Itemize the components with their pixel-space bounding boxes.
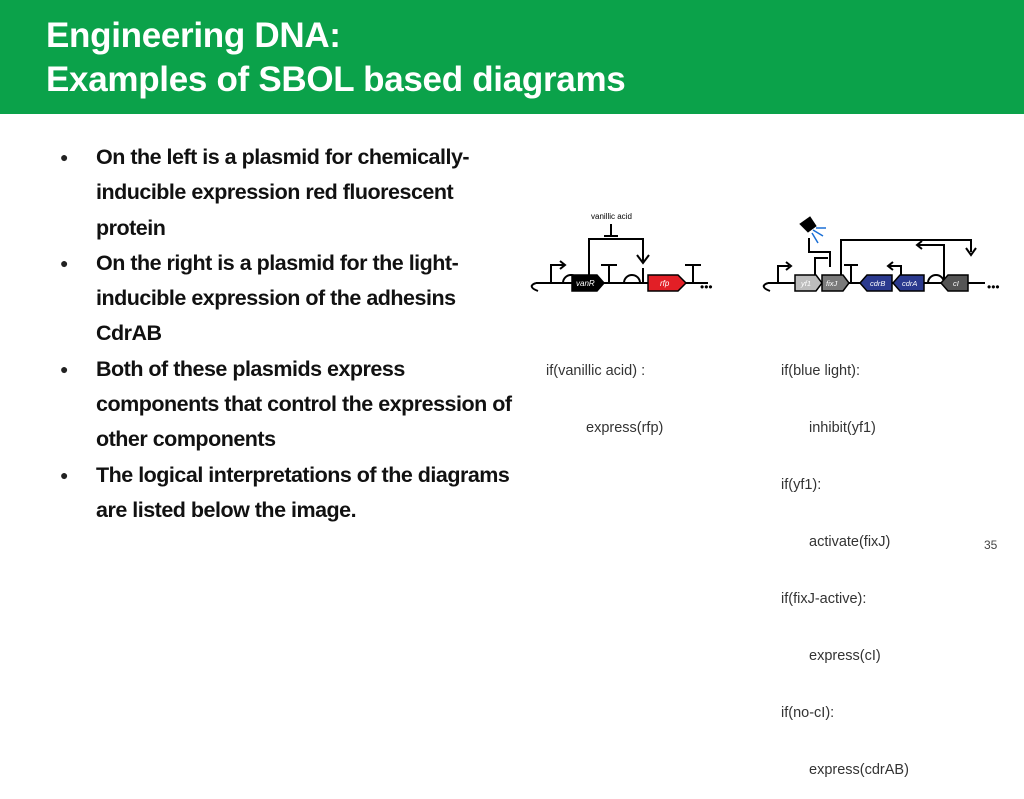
backbone-left-end <box>764 283 770 291</box>
logic-line: if(yf1): <box>781 477 822 493</box>
light-ray-icon <box>812 233 818 243</box>
light-ray-icon <box>813 230 823 236</box>
bullet-dot-icon: ● <box>60 360 68 377</box>
inducer-label: vanillic acid <box>591 212 632 221</box>
title-line-2: Examples of SBOL based diagrams <box>46 60 626 99</box>
bullet-text: Both of these plasmids express components that control the expression of other components <box>96 356 512 452</box>
bullet-list <box>60 140 520 528</box>
backbone-ellipsis: ••• <box>700 280 713 294</box>
bullet-text: On the right is a plasmid for the light-inducible expression of the adhesins CdrAB <box>96 250 459 346</box>
rbs-2-icon <box>624 275 640 283</box>
sbol-diagrams <box>520 205 1020 305</box>
signal-path-icon <box>809 238 830 267</box>
slide-title <box>46 14 625 102</box>
backbone-left-end <box>532 283 538 291</box>
gene-cI-label: cI <box>953 279 959 288</box>
backbone-ellipsis: ••• <box>987 280 1000 294</box>
bullet-item <box>60 352 520 458</box>
logic-line: activate(fixJ) <box>809 534 891 550</box>
gene-rfp-label: rfp <box>660 279 670 288</box>
bullet-dot-icon: ● <box>60 254 68 271</box>
logic-line: if(fixJ-active): <box>781 591 867 607</box>
logic-line: if(blue light): <box>781 363 860 379</box>
logic-line: if(vanillic acid) : <box>546 363 646 379</box>
title-line-1: Engineering DNA: <box>46 16 341 55</box>
bullet-item <box>60 140 520 246</box>
bullet-dot-icon: ● <box>60 466 68 483</box>
left-plasmid-diagram <box>532 212 713 294</box>
bullet-dot-icon: ● <box>60 149 68 165</box>
logic-line: express(cdrAB) <box>809 762 909 778</box>
logic-line: if(no-cI): <box>781 705 835 721</box>
right-plasmid-diagram <box>764 217 1000 294</box>
bullet-text: On the left is a plasmid for chemically-inducible expression red fluorescent protein <box>96 145 470 240</box>
bullet-item <box>60 458 520 529</box>
gene-cdrA-label: cdrA <box>902 279 918 288</box>
left-logic <box>546 324 663 457</box>
gene-fixJ-label: fixJ <box>826 279 838 288</box>
logic-line: express(rfp) <box>586 420 664 436</box>
bullet-item <box>60 246 520 352</box>
gene-yf1-label: yf1 <box>801 279 812 288</box>
logic-line: express(cI) <box>809 648 881 664</box>
title-bar <box>0 0 1024 114</box>
page-number: 35 <box>984 538 998 552</box>
right-logic <box>781 324 909 799</box>
gene-cdrB-label: cdrB <box>870 279 886 288</box>
gene-vanR-label: vanR <box>576 279 595 288</box>
logic-line: inhibit(yf1) <box>809 420 876 436</box>
bullet-text: The logical interpretations of the diagrams are listed below the image. <box>96 462 510 522</box>
